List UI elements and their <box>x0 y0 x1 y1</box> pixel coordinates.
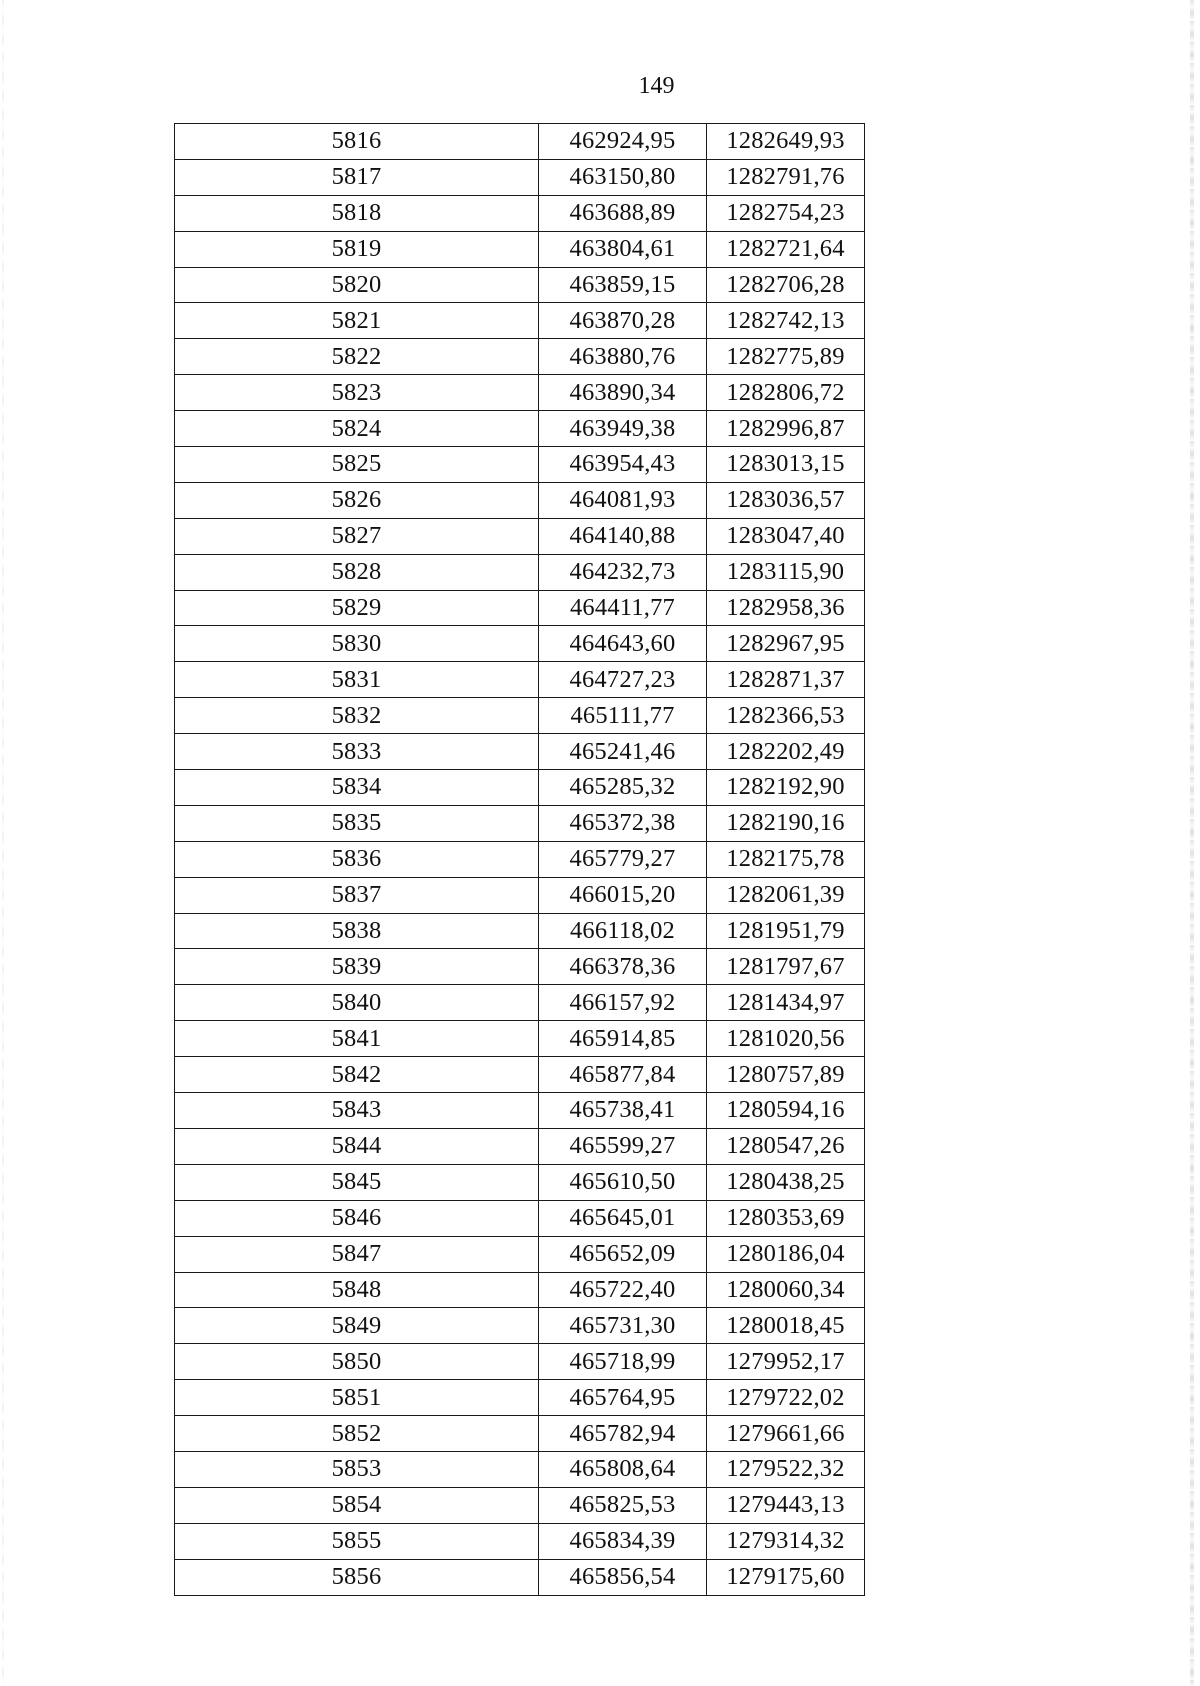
table-row <box>175 698 865 734</box>
y-coordinate-cell: 1279314,32 <box>707 1523 865 1559</box>
x-coordinate-cell: 466015,20 <box>539 877 707 913</box>
y-coordinate-cell: 1279722,02 <box>707 1380 865 1416</box>
x-coordinate-cell: 465372,38 <box>539 805 707 841</box>
table-row <box>175 1451 865 1487</box>
x-coordinate-cell: 464081,93 <box>539 482 707 518</box>
table-row <box>175 518 865 554</box>
point-number-cell: 5842 <box>175 1057 539 1093</box>
point-number-cell: 5835 <box>175 805 539 841</box>
point-number-cell: 5846 <box>175 1200 539 1236</box>
x-coordinate-cell: 463880,76 <box>539 339 707 375</box>
x-coordinate-cell: 462924,95 <box>539 124 707 160</box>
x-coordinate-cell: 464411,77 <box>539 590 707 626</box>
x-coordinate-cell: 465610,50 <box>539 1164 707 1200</box>
table-row <box>175 841 865 877</box>
table-row <box>175 1487 865 1523</box>
table-row <box>175 231 865 267</box>
y-coordinate-cell: 1280353,69 <box>707 1200 865 1236</box>
point-number-cell: 5845 <box>175 1164 539 1200</box>
scan-edge-left <box>2 0 4 1686</box>
y-coordinate-cell: 1280060,34 <box>707 1272 865 1308</box>
table-row <box>175 1344 865 1380</box>
y-coordinate-cell: 1282871,37 <box>707 662 865 698</box>
table-row <box>175 662 865 698</box>
x-coordinate-cell: 466118,02 <box>539 913 707 949</box>
y-coordinate-cell: 1283047,40 <box>707 518 865 554</box>
table-row <box>175 159 865 195</box>
x-coordinate-cell: 466157,92 <box>539 985 707 1021</box>
table-row <box>175 626 865 662</box>
point-number-cell: 5848 <box>175 1272 539 1308</box>
x-coordinate-cell: 465731,30 <box>539 1308 707 1344</box>
point-number-cell: 5855 <box>175 1523 539 1559</box>
table-row <box>175 1308 865 1344</box>
point-number-cell: 5820 <box>175 267 539 303</box>
scan-edge-right <box>1190 0 1194 1686</box>
y-coordinate-cell: 1282061,39 <box>707 877 865 913</box>
table-row <box>175 590 865 626</box>
point-number-cell: 5816 <box>175 124 539 160</box>
point-number-cell: 5847 <box>175 1236 539 1272</box>
point-number-cell: 5853 <box>175 1451 539 1487</box>
y-coordinate-cell: 1280594,16 <box>707 1093 865 1129</box>
x-coordinate-cell: 464643,60 <box>539 626 707 662</box>
table-row <box>175 949 865 985</box>
point-number-cell: 5823 <box>175 375 539 411</box>
x-coordinate-cell: 463949,38 <box>539 411 707 447</box>
table-row <box>175 770 865 806</box>
x-coordinate-cell: 465722,40 <box>539 1272 707 1308</box>
x-coordinate-cell: 465652,09 <box>539 1236 707 1272</box>
y-coordinate-cell: 1282791,76 <box>707 159 865 195</box>
x-coordinate-cell: 465856,54 <box>539 1559 707 1595</box>
point-number-cell: 5833 <box>175 734 539 770</box>
y-coordinate-cell: 1282958,36 <box>707 590 865 626</box>
y-coordinate-cell: 1282649,93 <box>707 124 865 160</box>
table-row <box>175 124 865 160</box>
table-row <box>175 1416 865 1452</box>
table-row <box>175 1093 865 1129</box>
point-number-cell: 5844 <box>175 1128 539 1164</box>
x-coordinate-cell: 465738,41 <box>539 1093 707 1129</box>
table-row <box>175 805 865 841</box>
point-number-cell: 5830 <box>175 626 539 662</box>
x-coordinate-cell: 463954,43 <box>539 447 707 483</box>
point-number-cell: 5818 <box>175 195 539 231</box>
y-coordinate-cell: 1282754,23 <box>707 195 865 231</box>
y-coordinate-cell: 1282192,90 <box>707 770 865 806</box>
y-coordinate-cell: 1282967,95 <box>707 626 865 662</box>
table-row <box>175 339 865 375</box>
table-row <box>175 1128 865 1164</box>
x-coordinate-cell: 465782,94 <box>539 1416 707 1452</box>
x-coordinate-cell: 465834,39 <box>539 1523 707 1559</box>
point-number-cell: 5829 <box>175 590 539 626</box>
table-row <box>175 877 865 913</box>
y-coordinate-cell: 1281951,79 <box>707 913 865 949</box>
y-coordinate-cell: 1283115,90 <box>707 554 865 590</box>
x-coordinate-cell: 463890,34 <box>539 375 707 411</box>
point-number-cell: 5826 <box>175 482 539 518</box>
table-row <box>175 375 865 411</box>
y-coordinate-cell: 1281020,56 <box>707 1021 865 1057</box>
table-row <box>175 554 865 590</box>
x-coordinate-cell: 465779,27 <box>539 841 707 877</box>
point-number-cell: 5843 <box>175 1093 539 1129</box>
x-coordinate-cell: 465241,46 <box>539 734 707 770</box>
y-coordinate-cell: 1280438,25 <box>707 1164 865 1200</box>
table-row <box>175 1272 865 1308</box>
table-row <box>175 1021 865 1057</box>
table-row <box>175 1380 865 1416</box>
table-row <box>175 195 865 231</box>
y-coordinate-cell: 1282721,64 <box>707 231 865 267</box>
x-coordinate-cell: 463870,28 <box>539 303 707 339</box>
table-row <box>175 303 865 339</box>
table-row <box>175 985 865 1021</box>
x-coordinate-cell: 465808,64 <box>539 1451 707 1487</box>
x-coordinate-cell: 466378,36 <box>539 949 707 985</box>
y-coordinate-cell: 1279661,66 <box>707 1416 865 1452</box>
y-coordinate-cell: 1282742,13 <box>707 303 865 339</box>
coordinates-table-body <box>175 124 865 1596</box>
x-coordinate-cell: 465718,99 <box>539 1344 707 1380</box>
point-number-cell: 5821 <box>175 303 539 339</box>
y-coordinate-cell: 1280018,45 <box>707 1308 865 1344</box>
point-number-cell: 5817 <box>175 159 539 195</box>
y-coordinate-cell: 1281797,67 <box>707 949 865 985</box>
x-coordinate-cell: 463859,15 <box>539 267 707 303</box>
x-coordinate-cell: 465599,27 <box>539 1128 707 1164</box>
point-number-cell: 5828 <box>175 554 539 590</box>
x-coordinate-cell: 463688,89 <box>539 195 707 231</box>
point-number-cell: 5852 <box>175 1416 539 1452</box>
point-number-cell: 5825 <box>175 447 539 483</box>
point-number-cell: 5849 <box>175 1308 539 1344</box>
y-coordinate-cell: 1282775,89 <box>707 339 865 375</box>
x-coordinate-cell: 464727,23 <box>539 662 707 698</box>
x-coordinate-cell: 465285,32 <box>539 770 707 806</box>
x-coordinate-cell: 463804,61 <box>539 231 707 267</box>
x-coordinate-cell: 465825,53 <box>539 1487 707 1523</box>
y-coordinate-cell: 1282996,87 <box>707 411 865 447</box>
y-coordinate-cell: 1282706,28 <box>707 267 865 303</box>
table-row <box>175 1236 865 1272</box>
point-number-cell: 5838 <box>175 913 539 949</box>
y-coordinate-cell: 1282806,72 <box>707 375 865 411</box>
point-number-cell: 5839 <box>175 949 539 985</box>
y-coordinate-cell: 1279443,13 <box>707 1487 865 1523</box>
x-coordinate-cell: 465764,95 <box>539 1380 707 1416</box>
y-coordinate-cell: 1280186,04 <box>707 1236 865 1272</box>
point-number-cell: 5824 <box>175 411 539 447</box>
point-number-cell: 5856 <box>175 1559 539 1595</box>
y-coordinate-cell: 1283036,57 <box>707 482 865 518</box>
point-number-cell: 5827 <box>175 518 539 554</box>
point-number-cell: 5841 <box>175 1021 539 1057</box>
table-row <box>175 913 865 949</box>
x-coordinate-cell: 464140,88 <box>539 518 707 554</box>
point-number-cell: 5834 <box>175 770 539 806</box>
table-row <box>175 267 865 303</box>
point-number-cell: 5837 <box>175 877 539 913</box>
x-coordinate-cell: 465914,85 <box>539 1021 707 1057</box>
table-row <box>175 1523 865 1559</box>
point-number-cell: 5836 <box>175 841 539 877</box>
point-number-cell: 5832 <box>175 698 539 734</box>
point-number-cell: 5819 <box>175 231 539 267</box>
y-coordinate-cell: 1282202,49 <box>707 734 865 770</box>
y-coordinate-cell: 1282175,78 <box>707 841 865 877</box>
point-number-cell: 5840 <box>175 985 539 1021</box>
y-coordinate-cell: 1280757,89 <box>707 1057 865 1093</box>
table-row <box>175 1200 865 1236</box>
point-number-cell: 5850 <box>175 1344 539 1380</box>
y-coordinate-cell: 1281434,97 <box>707 985 865 1021</box>
y-coordinate-cell: 1279175,60 <box>707 1559 865 1595</box>
y-coordinate-cell: 1283013,15 <box>707 447 865 483</box>
page-number: 149 <box>638 73 675 99</box>
coordinates-table <box>174 123 865 1596</box>
table-row <box>175 1057 865 1093</box>
y-coordinate-cell: 1279522,32 <box>707 1451 865 1487</box>
x-coordinate-cell: 465111,77 <box>539 698 707 734</box>
point-number-cell: 5851 <box>175 1380 539 1416</box>
table-row <box>175 411 865 447</box>
x-coordinate-cell: 465877,84 <box>539 1057 707 1093</box>
x-coordinate-cell: 463150,80 <box>539 159 707 195</box>
point-number-cell: 5831 <box>175 662 539 698</box>
table-row <box>175 1559 865 1595</box>
y-coordinate-cell: 1282190,16 <box>707 805 865 841</box>
table-row <box>175 734 865 770</box>
point-number-cell: 5822 <box>175 339 539 375</box>
y-coordinate-cell: 1282366,53 <box>707 698 865 734</box>
y-coordinate-cell: 1279952,17 <box>707 1344 865 1380</box>
table-row <box>175 482 865 518</box>
table-row <box>175 1164 865 1200</box>
x-coordinate-cell: 465645,01 <box>539 1200 707 1236</box>
table-row <box>175 447 865 483</box>
x-coordinate-cell: 464232,73 <box>539 554 707 590</box>
y-coordinate-cell: 1280547,26 <box>707 1128 865 1164</box>
point-number-cell: 5854 <box>175 1487 539 1523</box>
